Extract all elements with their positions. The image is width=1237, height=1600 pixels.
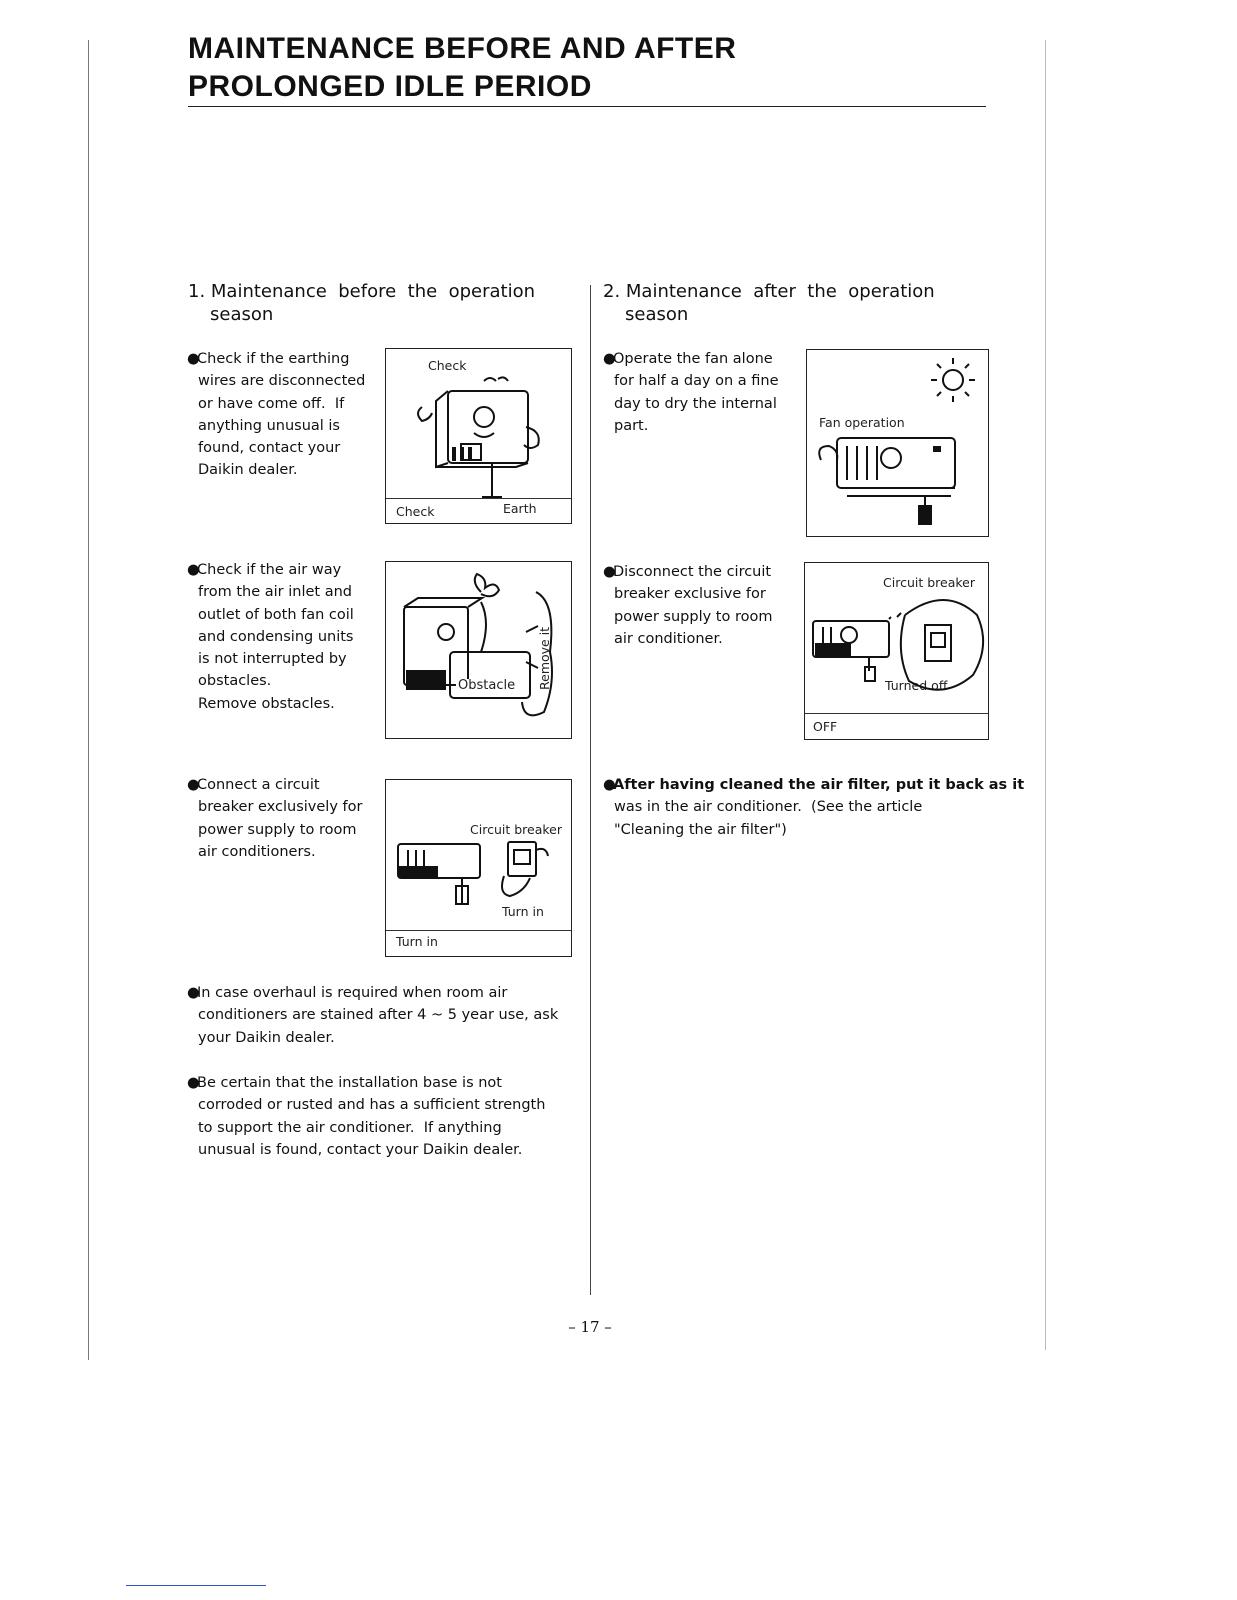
bullet-icon: ● (603, 777, 616, 793)
bullet-icon: ● (187, 351, 200, 367)
left-item-connect-breaker: ●Connect a circuit breaker exclusively for power supply to room air conditioners. (187, 774, 362, 863)
title-line-1: MAINTENANCE BEFORE AND AFTER (188, 32, 737, 65)
bullet-icon: ● (187, 985, 200, 1001)
bullet-icon: ● (603, 351, 616, 367)
fig4-label-fan-operation: Fan operation (819, 415, 905, 430)
page-number: – 17 – (568, 1318, 612, 1336)
figure-obstacle (385, 561, 572, 739)
breaker-unit-icon (386, 780, 571, 956)
figure-fan-operation (806, 349, 989, 537)
bullet-icon: ● (187, 777, 200, 793)
left-item-installation-base: ●Be certain that the installation base is not corroded or rusted and has a sufficient strength to support the air conditioner. If anything unusual is found, contact your Daikin dealer. (187, 1072, 545, 1161)
left-item-overhaul: ●In case overhaul is required when room air conditioners are stained after 4 ~ 5 year use, ask your Daikin dealer. (187, 982, 558, 1049)
fan-unit-icon (807, 350, 988, 536)
fig3-label-turn-in-inner: Turn in (502, 904, 544, 919)
fig5-label-off: OFF (813, 719, 838, 734)
bullet-icon: ● (187, 1075, 200, 1091)
fig2-label-obstacle: Obstacle (458, 678, 516, 693)
column-divider (590, 285, 591, 1295)
left-heading-line-1: 1. Maintenance before the operation (188, 281, 536, 302)
page-title (188, 30, 736, 106)
right-section-heading (603, 280, 935, 326)
right-item-disconnect-breaker: ●Disconnect the circuit breaker exclusive for power supply to room air conditioner. (603, 561, 772, 650)
fig3-label-turn-in-bottom: Turn in (396, 934, 438, 949)
aircon-unit-icon (386, 349, 571, 523)
breaker-off-icon (805, 563, 988, 739)
bullet-icon: ● (187, 562, 200, 578)
left-margin-line (88, 40, 89, 1360)
figure-check-earth (385, 348, 572, 524)
right-heading-line-2: season (625, 304, 689, 325)
title-line-2: PROLONGED IDLE PERIOD (188, 70, 592, 103)
fig2-label-remove-it: Remove it (537, 626, 552, 690)
left-heading-line-2: season (210, 304, 274, 325)
fig1-label-check-top: Check (428, 358, 467, 373)
fig1-label-check-bottom: Check (396, 504, 435, 519)
left-item-earthing: ●Check if the earthing wires are disconnected or have come off. If anything unusual is found, contact your Daikin dealer. (187, 348, 365, 482)
right-margin-line (1045, 40, 1046, 1350)
fig5-label-turned-off: Turned off (885, 678, 948, 693)
fig3-label-circuit-breaker: Circuit breaker (470, 822, 562, 837)
left-item-airway: ●Check if the air way from the air inlet and outlet of both fan coil and condensing units is not interrupted by obstacles. Remove obstacles. (187, 559, 354, 715)
title-underline (188, 106, 986, 107)
fig5-label-circuit-breaker: Circuit breaker (883, 575, 975, 590)
bullet-icon: ● (603, 564, 616, 580)
left-section-heading (188, 280, 535, 326)
footer-link-line (126, 1585, 266, 1586)
right-item-fan-operation: ●Operate the fan alone for half a day on a fine day to dry the internal part. (603, 348, 779, 437)
fig1-label-earth: Earth (503, 501, 537, 516)
right-heading-line-1: 2. Maintenance after the operation (603, 281, 935, 302)
right-item-air-filter: ●After having cleaned the air filter, put it back as it was in the air conditioner. (See the article "Cleaning the air filter") (603, 774, 1024, 841)
figure-turned-off (804, 562, 989, 740)
figure-turn-in (385, 779, 572, 957)
